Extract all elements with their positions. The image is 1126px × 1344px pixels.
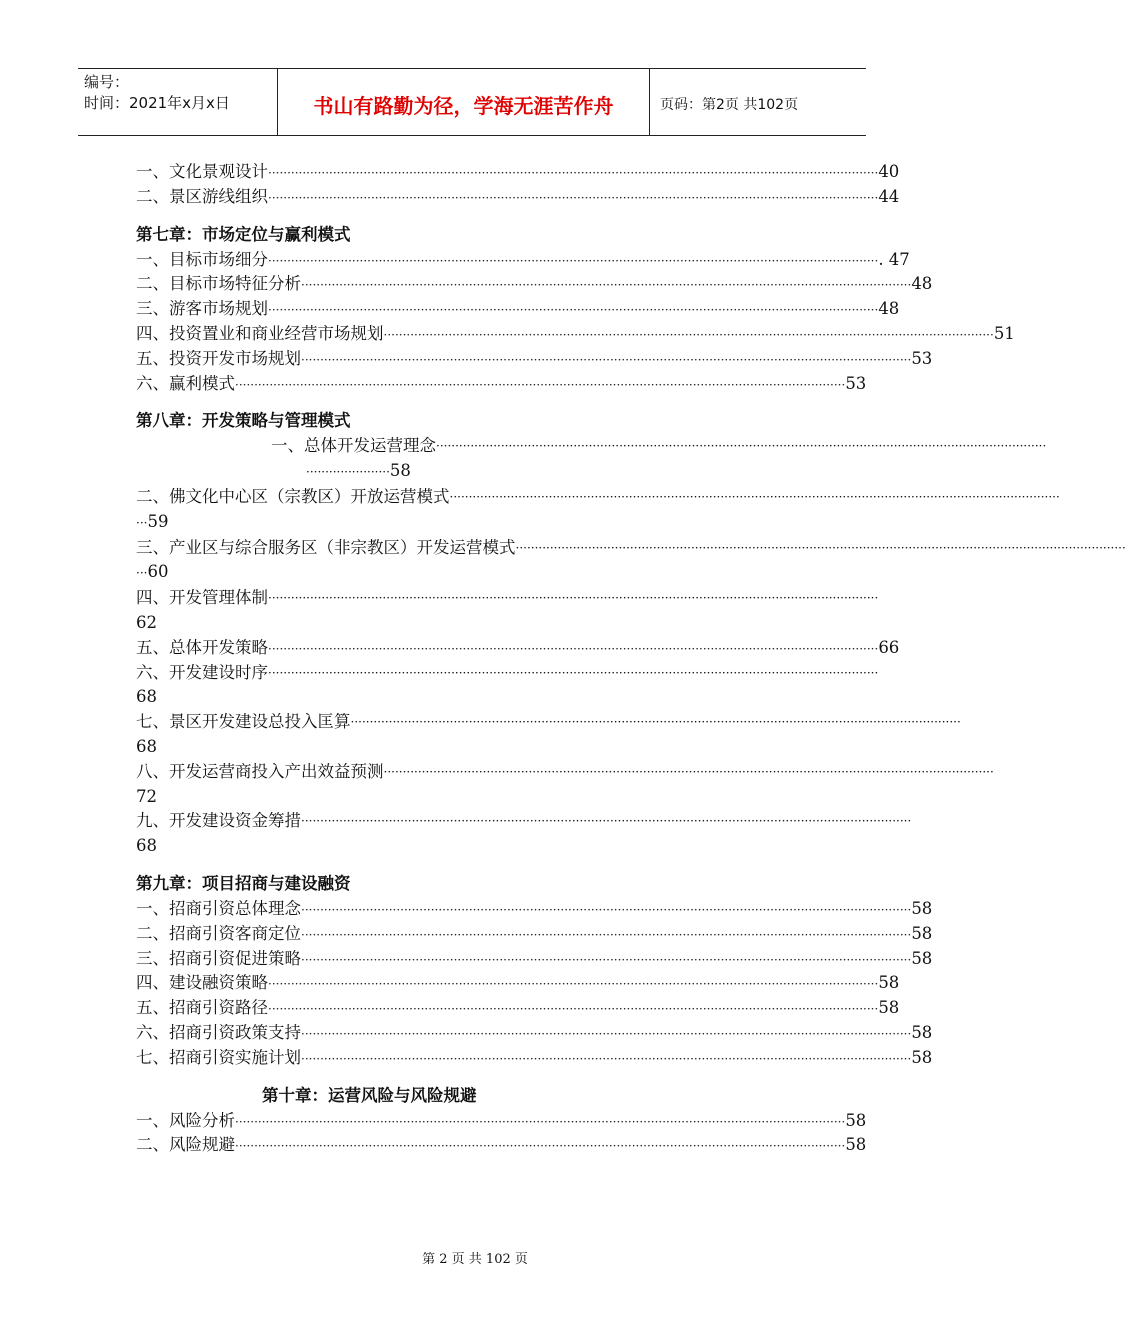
- toc-entry[interactable]: 五、投资开发市场规划 ································································································································································ 53: [136, 347, 800, 372]
- toc-entry[interactable]: 四、投资置业和商业经营市场规划 ································································································································································ 51: [136, 322, 800, 347]
- toc-entry[interactable]: 六、开发建设时序 ································································································································································ 68: [136, 662, 879, 707]
- toc-entry[interactable]: 三、招商引资促进策略 ································································································································································ 58: [136, 947, 800, 972]
- leader-dots: ································································································································································: [301, 278, 912, 293]
- leader-dots: ································································································································································: [436, 439, 1047, 454]
- toc-entry[interactable]: 七、景区开发建设总投入匡算 ································································································································································ 68: [136, 712, 961, 756]
- toc-entry[interactable]: 四、开发管理体制 ································································································································································ 62: [136, 588, 879, 632]
- toc-entry[interactable]: 六、赢利模式 ································································································································································ 53: [136, 372, 800, 397]
- time-label: 时间：2021年x月x日: [84, 94, 230, 112]
- toc-entry[interactable]: 二、风险规避 ································································································································································ 58: [136, 1133, 786, 1158]
- leader-dots: ································································································································································: [235, 1114, 846, 1129]
- toc-entry[interactable]: 三、游客市场规划 ································································································································································ 48: [136, 297, 800, 322]
- toc-entry[interactable]: 五、总体开发策略 ································································································································································ 66: [136, 636, 800, 661]
- leader-dots: ································································································································································: [268, 591, 879, 606]
- leader-dots: ································································································································································: [301, 814, 912, 829]
- leader-dots: ································································································································································: [235, 1139, 846, 1154]
- leader-dots: ································································································································································: [301, 902, 912, 917]
- toc-entry[interactable]: 一、风险分析 ································································································································································ 58: [136, 1109, 786, 1134]
- toc-entry[interactable]: 六、招商引资政策支持 ································································································································································ 58: [136, 1021, 800, 1046]
- chapter-heading[interactable]: 第九章：项目招商与建设融资: [136, 873, 351, 893]
- chapter-heading[interactable]: 第七章：市场定位与赢利模式: [136, 224, 351, 244]
- chapter-heading[interactable]: 第八章：开发策略与管理模式: [136, 411, 351, 431]
- leader-dots: ································································································································································: [383, 764, 994, 779]
- header-page-info: 页码：第2页 共102页: [660, 97, 799, 113]
- toc-entry[interactable]: 二、目标市场特征分析 ································································································································································ 48: [136, 272, 800, 297]
- leader-dots: ···: [136, 515, 148, 530]
- leader-dots: ································································································································································: [350, 715, 961, 730]
- toc-entry[interactable]: 二、招商引资客商定位 ································································································································································ 58: [136, 922, 800, 947]
- leader-dots: ································································································································································: [301, 952, 912, 967]
- leader-dots: ································································································································································: [383, 327, 994, 342]
- header-meta: [78, 69, 278, 135]
- toc-entry[interactable]: 二、景区游线组织 ································································································································································ 44: [136, 185, 800, 210]
- chapter-heading[interactable]: 第十章：运营风险与风险规避: [262, 1085, 477, 1105]
- leader-dots: ································································································································································: [268, 166, 879, 180]
- leader-dots: ································································································································································: [268, 253, 879, 268]
- leader-dots: ································································································································································: [268, 665, 879, 680]
- toc-entry[interactable]: 七、招商引资实施计划 ································································································································································ 58: [136, 1046, 800, 1071]
- leader-dots: ···: [136, 566, 148, 581]
- leader-dots: ······················: [306, 465, 390, 480]
- leader-dots: ································································································································································: [301, 1051, 912, 1066]
- code-label: 编号：: [84, 73, 130, 91]
- toc-entry[interactable]: 九、开发建设资金筹措 ································································································································································ 68: [136, 811, 912, 856]
- toc-entry[interactable]: 一、总体开发运营理念 ································································································································································ ······················58: [271, 436, 1047, 481]
- leader-dots: ································································································································································: [301, 1026, 912, 1041]
- leader-dots: ································································································································································: [268, 190, 879, 205]
- toc-entry[interactable]: 五、招商引资路径 ································································································································································ 58: [136, 996, 800, 1021]
- leader-dots: ································································································································································: [515, 540, 1126, 555]
- leader-dots: ································································································································································: [301, 352, 912, 367]
- leader-dots: ································································································································································: [235, 377, 846, 392]
- leader-dots: ································································································································································: [449, 489, 1060, 504]
- page-header: [78, 68, 866, 136]
- table-of-contents: [136, 160, 1126, 1158]
- leader-dots: ································································································································································: [301, 927, 912, 942]
- page-footer: 第 2 页 共 102 页: [422, 1252, 528, 1267]
- toc-entry[interactable]: 三、产业区与综合服务区（非宗教区）开发运营模式 ································································································································································ ···60: [136, 537, 1126, 582]
- leader-dots: ································································································································································: [268, 303, 879, 318]
- toc-entry[interactable]: 八、开发运营商投入产出效益预测 ································································································································································ 72: [136, 761, 994, 806]
- toc-entry[interactable]: 一、文化景观设计 ································································································································································ 40: [136, 160, 800, 185]
- toc-entry[interactable]: 四、建设融资策略 ································································································································································ 58: [136, 971, 800, 996]
- leader-dots: ································································································································································: [268, 641, 879, 656]
- toc-entry[interactable]: 一、目标市场细分 ································································································································································ . 47: [136, 248, 800, 273]
- leader-dots: ································································································································································: [268, 1002, 879, 1017]
- toc-entry[interactable]: 一、招商引资总体理念 ································································································································································ 58: [136, 897, 800, 922]
- header-motto: 书山有路勤为径，学海无涯苦作舟: [278, 69, 650, 135]
- toc-entry[interactable]: 二、佛文化中心区（宗教区）开放运营模式 ································································································································································ ···59: [136, 486, 1060, 531]
- leader-dots: ································································································································································: [268, 977, 879, 992]
